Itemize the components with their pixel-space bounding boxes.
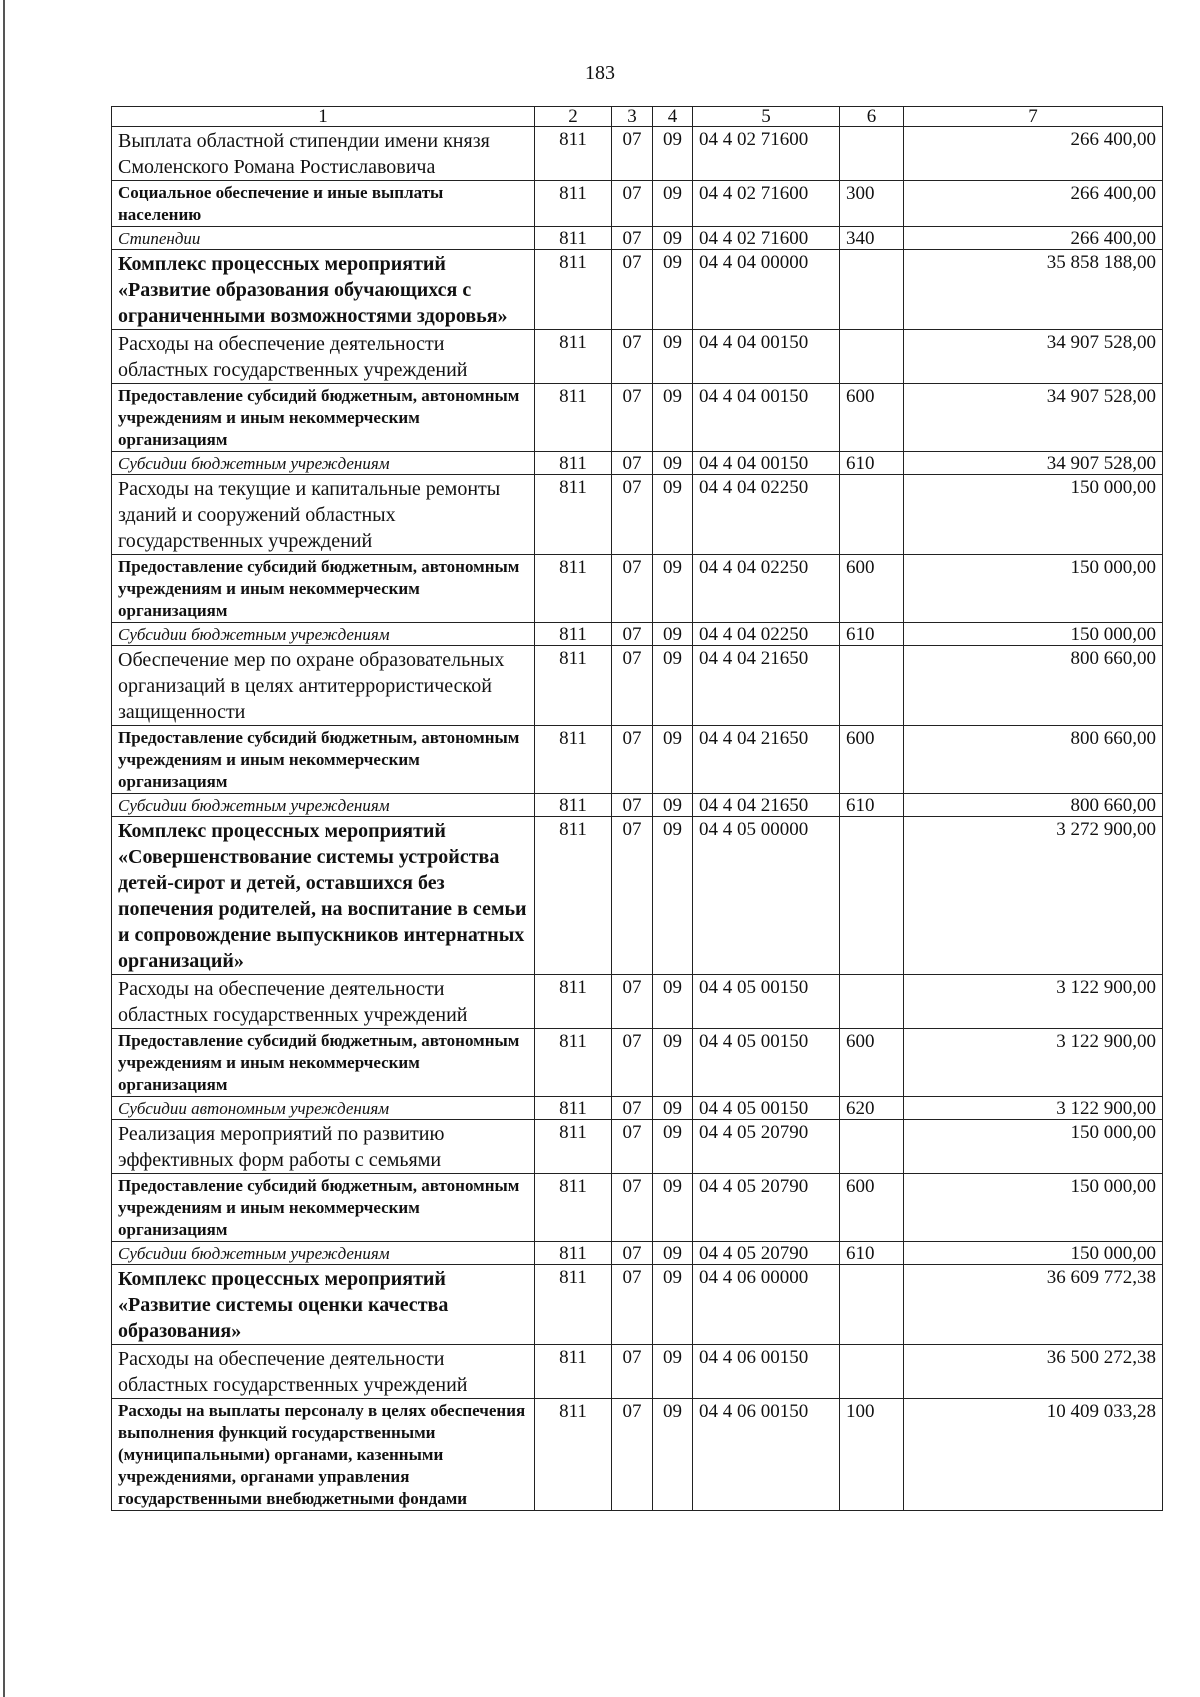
row-expense-type-cell — [840, 475, 904, 555]
row-target-article-cell: 04 4 04 02250 — [693, 475, 840, 555]
row-name-cell: Обеспечение мер по охране образовательных организаций в целях антитеррористической защищенности — [112, 646, 535, 726]
row-subsection-cell: 09 — [653, 1265, 693, 1345]
row-amount-cell: 150 000,00 — [904, 1174, 1163, 1242]
row-subsection-cell: 09 — [653, 975, 693, 1029]
row-section-cell: 07 — [612, 127, 653, 181]
row-amount-cell: 266 400,00 — [904, 181, 1163, 227]
row-expense-type-cell — [840, 1120, 904, 1174]
row-section-cell: 07 — [612, 181, 653, 227]
header-col-7: 7 — [904, 107, 1163, 127]
row-subsection-cell: 09 — [653, 227, 693, 250]
row-section-cell: 07 — [612, 794, 653, 817]
row-expense-type-cell: 610 — [840, 794, 904, 817]
row-amount-cell: 3 122 900,00 — [904, 1029, 1163, 1097]
row-subsection-cell: 09 — [653, 1399, 693, 1511]
row-subsection-cell: 09 — [653, 555, 693, 623]
row-expense-type-cell: 600 — [840, 1029, 904, 1097]
row-admin-code-cell: 811 — [535, 330, 612, 384]
row-section-cell: 07 — [612, 646, 653, 726]
row-target-article-cell: 04 4 05 00150 — [693, 1029, 840, 1097]
row-admin-code-cell: 811 — [535, 555, 612, 623]
table-row — [112, 726, 1163, 794]
row-section-cell: 07 — [612, 475, 653, 555]
row-name-cell: Реализация мероприятий по развитию эффективных форм работы с семьями — [112, 1120, 535, 1174]
row-section-cell: 07 — [612, 227, 653, 250]
row-admin-code-cell: 811 — [535, 1097, 612, 1120]
row-admin-code-cell: 811 — [535, 1265, 612, 1345]
row-section-cell: 07 — [612, 250, 653, 330]
row-amount-cell: 3 122 900,00 — [904, 975, 1163, 1029]
row-subsection-cell: 09 — [653, 475, 693, 555]
table-row — [112, 227, 1163, 250]
row-subsection-cell: 09 — [653, 181, 693, 227]
row-admin-code-cell: 811 — [535, 1174, 612, 1242]
row-admin-code-cell: 811 — [535, 646, 612, 726]
row-admin-code-cell: 811 — [535, 181, 612, 227]
row-target-article-cell: 04 4 04 02250 — [693, 623, 840, 646]
row-name-cell: Субсидии бюджетным учреждениям — [112, 794, 535, 817]
header-col-2: 2 — [535, 107, 612, 127]
row-name-cell: Стипендии — [112, 227, 535, 250]
table-row — [112, 1120, 1163, 1174]
row-expense-type-cell: 600 — [840, 726, 904, 794]
row-target-article-cell: 04 4 05 20790 — [693, 1174, 840, 1242]
row-section-cell: 07 — [612, 1174, 653, 1242]
row-amount-cell: 36 609 772,38 — [904, 1265, 1163, 1345]
row-target-article-cell: 04 4 02 71600 — [693, 181, 840, 227]
row-name-cell: Комплекс процессных мероприятий «Совершенствование системы устройства детей-сирот и детей, оставшихся без попечения родителей, на воспитание в семьи и сопровождение выпускников интернатных организаций» — [112, 817, 535, 975]
row-name-cell: Предоставление субсидий бюджетным, автономным учреждениям и иным некоммерческим организациям — [112, 726, 535, 794]
row-subsection-cell: 09 — [653, 1029, 693, 1097]
table-row — [112, 250, 1163, 330]
row-section-cell: 07 — [612, 817, 653, 975]
row-admin-code-cell: 811 — [535, 1029, 612, 1097]
row-subsection-cell: 09 — [653, 1345, 693, 1399]
row-section-cell: 07 — [612, 1097, 653, 1120]
row-section-cell: 07 — [612, 555, 653, 623]
row-amount-cell: 3 122 900,00 — [904, 1097, 1163, 1120]
row-expense-type-cell: 610 — [840, 452, 904, 475]
row-expense-type-cell: 300 — [840, 181, 904, 227]
row-expense-type-cell — [840, 1345, 904, 1399]
header-col-4: 4 — [653, 107, 693, 127]
table-row — [112, 794, 1163, 817]
row-subsection-cell: 09 — [653, 817, 693, 975]
row-section-cell: 07 — [612, 1345, 653, 1399]
row-expense-type-cell — [840, 330, 904, 384]
header-col-3: 3 — [612, 107, 653, 127]
table-row — [112, 384, 1163, 452]
row-target-article-cell: 04 4 02 71600 — [693, 227, 840, 250]
row-expense-type-cell — [840, 817, 904, 975]
row-target-article-cell: 04 4 04 21650 — [693, 646, 840, 726]
row-amount-cell: 800 660,00 — [904, 726, 1163, 794]
table-row — [112, 1174, 1163, 1242]
row-section-cell: 07 — [612, 452, 653, 475]
table-body — [112, 127, 1163, 1511]
row-admin-code-cell: 811 — [535, 1399, 612, 1511]
row-admin-code-cell: 811 — [535, 250, 612, 330]
row-expense-type-cell: 600 — [840, 1174, 904, 1242]
row-amount-cell: 150 000,00 — [904, 1242, 1163, 1265]
row-expense-type-cell — [840, 1265, 904, 1345]
row-subsection-cell: 09 — [653, 1097, 693, 1120]
row-expense-type-cell: 610 — [840, 623, 904, 646]
row-name-cell: Расходы на обеспечение деятельности областных государственных учреждений — [112, 975, 535, 1029]
row-subsection-cell: 09 — [653, 1120, 693, 1174]
header-row — [112, 107, 1163, 127]
row-name-cell: Расходы на обеспечение деятельности областных государственных учреждений — [112, 1345, 535, 1399]
page-number: 183 — [585, 62, 615, 84]
row-admin-code-cell: 811 — [535, 452, 612, 475]
table-row — [112, 330, 1163, 384]
row-section-cell: 07 — [612, 1029, 653, 1097]
row-section-cell: 07 — [612, 726, 653, 794]
row-target-article-cell: 04 4 05 00150 — [693, 975, 840, 1029]
table-row — [112, 1097, 1163, 1120]
row-target-article-cell: 04 4 04 00150 — [693, 384, 840, 452]
row-section-cell: 07 — [612, 623, 653, 646]
row-expense-type-cell: 610 — [840, 1242, 904, 1265]
row-expense-type-cell — [840, 975, 904, 1029]
row-amount-cell: 34 907 528,00 — [904, 452, 1163, 475]
row-amount-cell: 150 000,00 — [904, 623, 1163, 646]
row-target-article-cell: 04 4 05 20790 — [693, 1120, 840, 1174]
table-row — [112, 127, 1163, 181]
row-amount-cell: 266 400,00 — [904, 227, 1163, 250]
row-admin-code-cell: 811 — [535, 623, 612, 646]
row-subsection-cell: 09 — [653, 726, 693, 794]
row-expense-type-cell: 100 — [840, 1399, 904, 1511]
row-admin-code-cell: 811 — [535, 227, 612, 250]
row-target-article-cell: 04 4 04 00000 — [693, 250, 840, 330]
row-amount-cell: 266 400,00 — [904, 127, 1163, 181]
row-amount-cell: 10 409 033,28 — [904, 1399, 1163, 1511]
header-col-6: 6 — [840, 107, 904, 127]
row-admin-code-cell: 811 — [535, 975, 612, 1029]
table-row — [112, 975, 1163, 1029]
row-admin-code-cell: 811 — [535, 127, 612, 181]
row-section-cell: 07 — [612, 1265, 653, 1345]
row-expense-type-cell: 600 — [840, 555, 904, 623]
table-row — [112, 646, 1163, 726]
row-amount-cell: 3 272 900,00 — [904, 817, 1163, 975]
table-row — [112, 1242, 1163, 1265]
row-amount-cell: 36 500 272,38 — [904, 1345, 1163, 1399]
table-row — [112, 475, 1163, 555]
row-target-article-cell: 04 4 04 21650 — [693, 726, 840, 794]
table-row — [112, 817, 1163, 975]
row-expense-type-cell — [840, 646, 904, 726]
table-row — [112, 555, 1163, 623]
table-header — [112, 107, 1163, 127]
row-target-article-cell: 04 4 05 00150 — [693, 1097, 840, 1120]
table-row — [112, 452, 1163, 475]
row-name-cell: Комплекс процессных мероприятий «Развитие образования обучающихся с ограниченными возможностями здоровья» — [112, 250, 535, 330]
row-section-cell: 07 — [612, 384, 653, 452]
row-subsection-cell: 09 — [653, 623, 693, 646]
row-target-article-cell: 04 4 02 71600 — [693, 127, 840, 181]
row-admin-code-cell: 811 — [535, 726, 612, 794]
row-subsection-cell: 09 — [653, 452, 693, 475]
row-target-article-cell: 04 4 05 20790 — [693, 1242, 840, 1265]
row-admin-code-cell: 811 — [535, 475, 612, 555]
row-subsection-cell: 09 — [653, 794, 693, 817]
row-admin-code-cell: 811 — [535, 1242, 612, 1265]
row-amount-cell: 34 907 528,00 — [904, 384, 1163, 452]
row-section-cell: 07 — [612, 1242, 653, 1265]
table-row — [112, 623, 1163, 646]
row-expense-type-cell: 600 — [840, 384, 904, 452]
row-subsection-cell: 09 — [653, 646, 693, 726]
row-target-article-cell: 04 4 04 21650 — [693, 794, 840, 817]
row-amount-cell: 150 000,00 — [904, 475, 1163, 555]
row-target-article-cell: 04 4 06 00150 — [693, 1345, 840, 1399]
row-target-article-cell: 04 4 04 00150 — [693, 330, 840, 384]
row-subsection-cell: 09 — [653, 384, 693, 452]
row-name-cell: Комплекс процессных мероприятий «Развитие системы оценки качества образования» — [112, 1265, 535, 1345]
row-admin-code-cell: 811 — [535, 384, 612, 452]
row-amount-cell: 34 907 528,00 — [904, 330, 1163, 384]
row-expense-type-cell — [840, 127, 904, 181]
row-amount-cell: 800 660,00 — [904, 646, 1163, 726]
row-name-cell: Предоставление субсидий бюджетным, автономным учреждениям и иным некоммерческим организациям — [112, 384, 535, 452]
row-name-cell: Расходы на обеспечение деятельности областных государственных учреждений — [112, 330, 535, 384]
scan-edge-line — [3, 0, 5, 1697]
table-row — [112, 1399, 1163, 1511]
row-name-cell: Предоставление субсидий бюджетным, автономным учреждениям и иным некоммерческим организациям — [112, 1174, 535, 1242]
row-target-article-cell: 04 4 06 00000 — [693, 1265, 840, 1345]
budget-table — [111, 106, 1163, 1511]
row-subsection-cell: 09 — [653, 1174, 693, 1242]
row-target-article-cell: 04 4 04 00150 — [693, 452, 840, 475]
row-admin-code-cell: 811 — [535, 794, 612, 817]
row-admin-code-cell: 811 — [535, 1345, 612, 1399]
row-expense-type-cell: 340 — [840, 227, 904, 250]
row-target-article-cell: 04 4 05 00000 — [693, 817, 840, 975]
row-name-cell: Предоставление субсидий бюджетным, автономным учреждениям и иным некоммерческим организациям — [112, 1029, 535, 1097]
row-name-cell: Социальное обеспечение и иные выплаты населению — [112, 181, 535, 227]
row-name-cell: Субсидии бюджетным учреждениям — [112, 623, 535, 646]
row-expense-type-cell: 620 — [840, 1097, 904, 1120]
table-row — [112, 181, 1163, 227]
row-section-cell: 07 — [612, 1399, 653, 1511]
row-amount-cell: 800 660,00 — [904, 794, 1163, 817]
row-subsection-cell: 09 — [653, 127, 693, 181]
row-subsection-cell: 09 — [653, 1242, 693, 1265]
row-target-article-cell: 04 4 06 00150 — [693, 1399, 840, 1511]
row-target-article-cell: 04 4 04 02250 — [693, 555, 840, 623]
row-name-cell: Расходы на текущие и капитальные ремонты зданий и сооружений областных государственных учреждений — [112, 475, 535, 555]
row-name-cell: Субсидии бюджетным учреждениям — [112, 452, 535, 475]
row-admin-code-cell: 811 — [535, 1120, 612, 1174]
table-row — [112, 1029, 1163, 1097]
row-expense-type-cell — [840, 250, 904, 330]
header-col-1: 1 — [112, 107, 535, 127]
row-section-cell: 07 — [612, 330, 653, 384]
row-name-cell: Субсидии бюджетным учреждениям — [112, 1242, 535, 1265]
row-section-cell: 07 — [612, 1120, 653, 1174]
row-section-cell: 07 — [612, 975, 653, 1029]
table-row — [112, 1265, 1163, 1345]
row-name-cell: Расходы на выплаты персоналу в целях обеспечения выполнения функций государственными (муниципальными) органами, казенными учреждениями, органами управления государственными внебюджетными фондами — [112, 1399, 535, 1511]
row-admin-code-cell: 811 — [535, 817, 612, 975]
row-name-cell: Субсидии автономным учреждениям — [112, 1097, 535, 1120]
row-amount-cell: 150 000,00 — [904, 1120, 1163, 1174]
row-subsection-cell: 09 — [653, 330, 693, 384]
row-name-cell: Выплата областной стипендии имени князя Смоленского Романа Ростиславовича — [112, 127, 535, 181]
row-name-cell: Предоставление субсидий бюджетным, автономным учреждениям и иным некоммерческим организациям — [112, 555, 535, 623]
row-amount-cell: 35 858 188,00 — [904, 250, 1163, 330]
table-row — [112, 1345, 1163, 1399]
row-subsection-cell: 09 — [653, 250, 693, 330]
row-amount-cell: 150 000,00 — [904, 555, 1163, 623]
header-col-5: 5 — [693, 107, 840, 127]
